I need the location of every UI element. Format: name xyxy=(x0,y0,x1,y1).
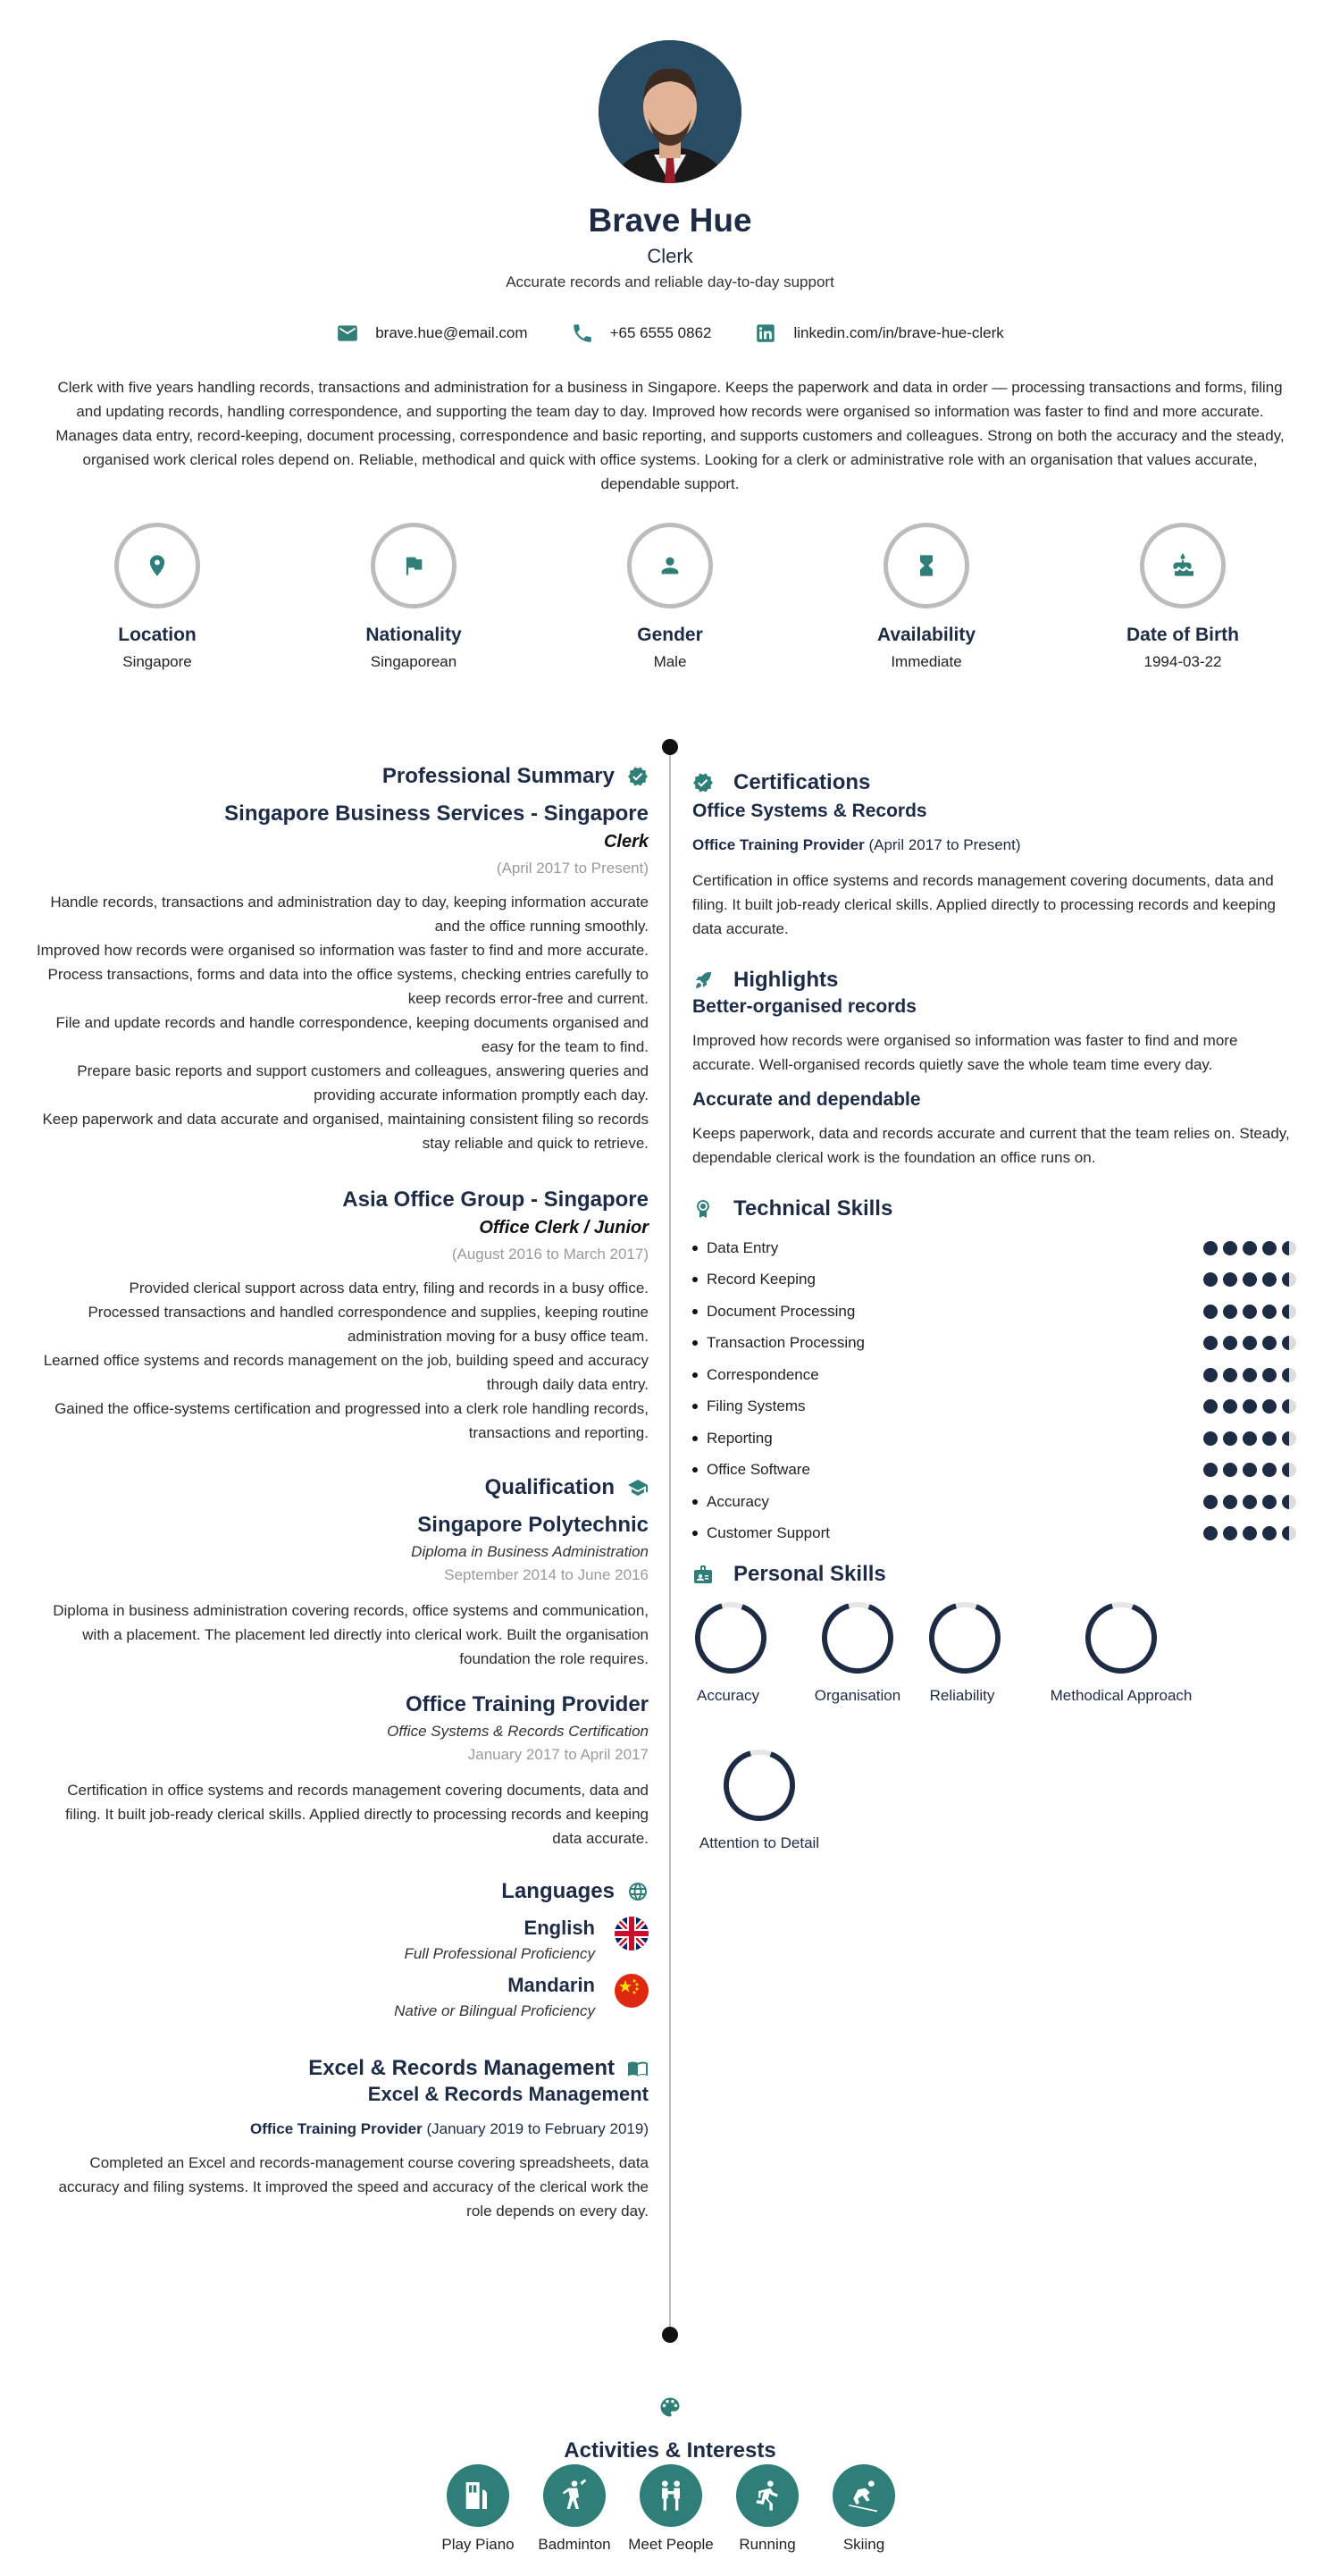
skill-ring-gauge xyxy=(819,1599,896,1676)
job-title: Clerk xyxy=(647,245,693,267)
language-name: English xyxy=(523,1917,595,1939)
rating-dot xyxy=(1223,1399,1237,1414)
skill-rating xyxy=(1203,1368,1300,1382)
rating-dot xyxy=(1223,1305,1237,1319)
rating-dot xyxy=(1203,1399,1218,1414)
rating-dot xyxy=(1262,1305,1277,1319)
qualification-degree: Office Systems & Records Certification xyxy=(387,1723,649,1740)
linkedin-text: linkedin.com/in/brave-hue-clerk xyxy=(793,324,1004,341)
candidate-name: Brave Hue xyxy=(588,202,752,239)
personal-skill-name: Attention to Detail xyxy=(699,1834,820,1851)
info-availability xyxy=(837,523,1016,671)
email-text: brave.hue@email.com xyxy=(375,324,528,341)
rating-dot xyxy=(1282,1368,1296,1382)
qualification-heading: Qualification xyxy=(36,1475,649,1500)
job-bullet: Process transactions, forms and data into the office systems, checking entries carefully to keep records error-free and current. xyxy=(47,966,649,1007)
rating-dot xyxy=(1282,1399,1296,1414)
course-provider-line xyxy=(36,2120,649,2138)
contact-phone[interactable] xyxy=(571,322,712,345)
job-bullet: Provided clerical support across data entry, filing and records in a busy office. xyxy=(129,1280,649,1296)
activity-item xyxy=(530,2464,619,2555)
skill-rating xyxy=(1203,1431,1300,1446)
rating-dot xyxy=(1282,1463,1296,1477)
personal-skill-name: Reliability xyxy=(929,1687,995,1704)
skill-rating xyxy=(1203,1305,1300,1319)
personal-skills-grid xyxy=(692,1599,1300,1876)
rating-dot xyxy=(1282,1241,1296,1255)
activity-item xyxy=(723,2464,812,2555)
rating-dot xyxy=(1203,1272,1218,1287)
rating-dot xyxy=(1203,1305,1218,1319)
highlight-title: Better-organised records xyxy=(692,996,917,1017)
rating-dot xyxy=(1243,1399,1257,1414)
rating-dot xyxy=(1223,1272,1237,1287)
job-dates: (April 2017 to Present) xyxy=(496,860,649,877)
job-dates: (August 2016 to March 2017) xyxy=(451,1246,649,1263)
rating-dot xyxy=(1243,1495,1257,1509)
profile-photo xyxy=(599,40,741,183)
info-value: 1994-03-22 xyxy=(1143,653,1222,670)
personal-skill-name: Organisation xyxy=(814,1687,901,1704)
flag-icon xyxy=(401,553,426,578)
personal-skill-item xyxy=(692,1599,764,1705)
info-label: Gender xyxy=(637,625,703,645)
personal-skill-name: Methodical Approach xyxy=(1050,1687,1193,1704)
award-ribbon-icon xyxy=(692,1198,714,1220)
highlights-heading: Highlights xyxy=(692,968,1300,993)
course-text: Completed an Excel and records-management course covering spreadsheets, data accuracy and filing systems. It improved the speed and accuracy of the clerical work the role depends on every day. xyxy=(58,2154,649,2219)
contact-linkedin[interactable] xyxy=(754,322,1003,345)
rating-dot xyxy=(1243,1305,1257,1319)
right-column xyxy=(692,764,1300,1876)
info-value: Singapore xyxy=(122,653,192,670)
info-label: Nationality xyxy=(365,625,462,645)
rating-dot xyxy=(1282,1495,1296,1509)
rating-dot xyxy=(1262,1399,1277,1414)
courses-heading: Excel & Records Management xyxy=(36,2056,649,2081)
info-value: Singaporean xyxy=(370,653,457,670)
rocket-icon xyxy=(692,969,714,991)
technical-skill-row xyxy=(692,1486,1300,1518)
email-icon xyxy=(336,322,359,345)
job-bullet: Learned office systems and records management on the job, building speed and accuracy through daily data entry. xyxy=(43,1352,649,1393)
qualification-dates: January 2017 to April 2017 xyxy=(467,1746,649,1763)
rating-dot xyxy=(1262,1431,1277,1446)
technical-skill-name: Document Processing xyxy=(692,1303,855,1321)
rating-dot xyxy=(1223,1368,1237,1382)
skill-rating xyxy=(1203,1399,1300,1414)
activity-label: Running xyxy=(739,2536,796,2553)
technical-skill-row xyxy=(692,1232,1300,1264)
info-gender xyxy=(581,523,759,671)
rating-dot xyxy=(1243,1431,1257,1446)
skill-rating xyxy=(1203,1272,1300,1287)
phone-icon xyxy=(571,322,594,345)
contact-bar xyxy=(0,322,1340,345)
technical-skills-heading: Technical Skills xyxy=(692,1196,1300,1221)
qualification-org: Office Training Provider xyxy=(405,1692,649,1716)
activity-item xyxy=(626,2464,716,2555)
rating-dot xyxy=(1262,1463,1277,1477)
skill-rating xyxy=(1203,1495,1300,1509)
rating-dot xyxy=(1223,1336,1237,1350)
rating-dot xyxy=(1282,1272,1296,1287)
activity-label: Skiing xyxy=(842,2536,885,2553)
left-column xyxy=(36,764,649,2223)
technical-skill-name: Reporting xyxy=(692,1430,773,1447)
activity-label: Meet People xyxy=(628,2536,714,2553)
qualification-text: Certification in office systems and records management covering documents, data and filing. It built job-ready clerical skills. Applied directly to processing records and keeping data accurate. xyxy=(65,1782,649,1847)
uk-flag-icon xyxy=(615,1917,649,1951)
rating-dot xyxy=(1203,1241,1218,1255)
technical-skill-row xyxy=(692,1359,1300,1391)
rating-dot xyxy=(1262,1272,1277,1287)
highlight-title: Accurate and dependable xyxy=(692,1089,921,1110)
skill-rating xyxy=(1203,1241,1300,1255)
qualification-entry xyxy=(36,1513,649,1671)
technical-skill-name: Filing Systems xyxy=(692,1397,806,1415)
technical-skill-name: Customer Support xyxy=(692,1524,830,1542)
highlight-text: Improved how records were organised so information was faster to find and more accurate. Well-organised records quietly save the whole team time every day. xyxy=(692,1032,1238,1073)
rating-dot xyxy=(1203,1526,1218,1540)
skill-rating xyxy=(1203,1336,1300,1350)
activities-heading: Activities & Interests xyxy=(564,2438,776,2463)
graduation-cap-icon xyxy=(627,1477,649,1498)
personal-skill-item xyxy=(1036,1599,1206,1705)
rating-dot xyxy=(1262,1336,1277,1350)
palette-icon xyxy=(657,2395,683,2420)
timeline-dot-top xyxy=(662,739,678,755)
location-icon xyxy=(145,553,170,578)
technical-skill-name: Correspondence xyxy=(692,1366,819,1384)
certifications-heading: Certifications xyxy=(692,770,1300,795)
language-level: Full Professional Proficiency xyxy=(404,1945,595,1962)
phone-text: +65 6555 0862 xyxy=(609,324,712,341)
personal-skills-heading: Personal Skills xyxy=(692,1562,1300,1587)
qualification-text: Diploma in business administration covering records, office systems and communication, with a placement. The placement led directly into clerical work. Built the organisation foundation the role requires. xyxy=(53,1602,649,1667)
timeline-dot-bottom xyxy=(662,2327,678,2343)
language-level: Native or Bilingual Proficiency xyxy=(394,2002,595,2019)
language-name: Mandarin xyxy=(507,1974,595,1996)
job-role: Office Clerk / Junior xyxy=(479,1218,649,1238)
rating-dot xyxy=(1243,1272,1257,1287)
technical-skill-name: Accuracy xyxy=(692,1493,769,1511)
rating-dot xyxy=(1243,1336,1257,1350)
activity-item xyxy=(433,2464,523,2555)
job-entry xyxy=(36,1187,649,1445)
technical-skill-row xyxy=(692,1518,1300,1550)
rating-dot xyxy=(1243,1463,1257,1477)
info-label: Location xyxy=(118,625,197,645)
rating-dot xyxy=(1223,1495,1237,1509)
verified-badge-icon xyxy=(692,772,714,793)
rating-dot xyxy=(1223,1463,1237,1477)
cake-icon xyxy=(1170,553,1195,578)
qualification-org: Singapore Polytechnic xyxy=(417,1513,649,1537)
rating-dot xyxy=(1243,1368,1257,1382)
meet-people-icon xyxy=(653,2478,689,2513)
technical-skill-row xyxy=(692,1422,1300,1455)
rating-dot xyxy=(1223,1241,1237,1255)
course-dates: (January 2019 to February 2019) xyxy=(422,2120,649,2137)
skill-ring-gauge xyxy=(926,1599,1003,1676)
rating-dot xyxy=(1203,1336,1218,1350)
job-bullet: Improved how records were organised so information was faster to find and more accurate. xyxy=(36,942,649,959)
skill-ring-gauge xyxy=(692,1599,769,1676)
hourglass-icon xyxy=(914,553,939,578)
book-icon xyxy=(627,2058,649,2079)
skill-ring-gauge xyxy=(721,1747,798,1824)
job-bullet: Gained the office-systems certification and progressed into a clerk role handling records, transactions and reporting. xyxy=(54,1400,649,1441)
personal-skill-item xyxy=(808,1599,907,1705)
rating-dot xyxy=(1282,1305,1296,1319)
qualification-entry xyxy=(36,1692,649,1850)
languages-heading: Languages xyxy=(36,1879,649,1904)
course-title: Excel & Records Management xyxy=(367,2083,649,2105)
info-value: Male xyxy=(653,653,687,670)
language-item xyxy=(36,1917,649,1963)
job-bullet: Processed transactions and handled correspondence and supplies, keeping routine administration moving for a busy office team. xyxy=(88,1304,649,1345)
qualification-dates: September 2014 to June 2016 xyxy=(444,1566,649,1583)
activity-label: Play Piano xyxy=(441,2536,515,2553)
activity-label: Badminton xyxy=(538,2536,611,2553)
technical-skill-row xyxy=(692,1391,1300,1423)
technical-skill-name: Office Software xyxy=(692,1461,810,1479)
qualification-degree: Diploma in Business Administration xyxy=(411,1543,649,1560)
contact-email[interactable] xyxy=(336,322,527,345)
info-label: Date of Birth xyxy=(1126,625,1239,645)
rating-dot xyxy=(1203,1431,1218,1446)
rating-dot xyxy=(1262,1495,1277,1509)
personal-skill-item xyxy=(692,1747,826,1852)
technical-skill-row xyxy=(692,1296,1300,1328)
info-value: Immediate xyxy=(891,653,962,670)
job-org: Asia Office Group - Singapore xyxy=(342,1187,649,1212)
verified-badge-icon xyxy=(627,766,649,787)
info-nationality xyxy=(324,523,503,671)
info-dob xyxy=(1093,523,1272,671)
skill-rating xyxy=(1203,1463,1300,1477)
technical-skill-name: Data Entry xyxy=(692,1239,778,1257)
rating-dot xyxy=(1282,1431,1296,1446)
rating-dot xyxy=(1223,1526,1237,1540)
technical-skill-name: Transaction Processing xyxy=(692,1334,865,1352)
job-role: Clerk xyxy=(603,832,649,852)
rating-dot xyxy=(1243,1526,1257,1540)
personal-skill-item xyxy=(926,1599,998,1705)
skill-rating xyxy=(1203,1526,1300,1540)
info-location xyxy=(68,523,247,671)
rating-dot xyxy=(1203,1368,1218,1382)
rating-dot xyxy=(1203,1495,1218,1509)
experience-heading: Professional Summary xyxy=(36,764,649,789)
rating-dot xyxy=(1203,1463,1218,1477)
technical-skill-row xyxy=(692,1328,1300,1360)
technical-skills-list xyxy=(692,1232,1300,1549)
globe-icon xyxy=(627,1881,649,1902)
rating-dot xyxy=(1262,1368,1277,1382)
timeline-line xyxy=(669,747,671,2334)
rating-dot xyxy=(1262,1241,1277,1255)
job-org: Singapore Business Services - Singapore xyxy=(224,801,649,826)
job-bullet: Handle records, transactions and administration day to day, keeping information accurate and the office running smoothly. xyxy=(50,894,649,935)
course-provider: Office Training Provider xyxy=(250,2120,423,2137)
language-item xyxy=(36,1974,649,2020)
technical-skill-row xyxy=(692,1264,1300,1296)
rating-dot xyxy=(1262,1526,1277,1540)
certification-title: Office Systems & Records xyxy=(692,801,927,821)
job-bullet: File and update records and handle correspondence, keeping documents organised and easy for the team to find. xyxy=(55,1014,649,1055)
certification-text: Certification in office systems and records management covering documents, data and filing. It built job-ready clerical skills. Applied directly to processing records and keeping data accurate. xyxy=(692,872,1276,937)
skill-ring-gauge xyxy=(1083,1599,1160,1676)
person-icon xyxy=(657,553,683,578)
activity-item xyxy=(819,2464,909,2555)
certification-provider: Office Training Provider xyxy=(692,836,865,853)
profile-summary: Clerk with five years handling records, transactions and administration for a business in Singapore. Keeps the paperwork and data in order — processing transactions and forms, filing and updating records, handling correspondence, and supporting the team day to day. Improved how records were organised so information was faster to find and more accurate. Manages data entry, record-keeping, document processing, correspondence and basic reporting, and supports customers and colleagues. Strong on both the accuracy and the steady, organised work clerical roles depend on. Reliable, methodical and quick with office systems. Looking for a clerk or administrative role with an organisation that values accurate, dependable support. xyxy=(55,379,1285,492)
running-icon xyxy=(750,2478,785,2513)
technical-skill-row xyxy=(692,1455,1300,1487)
rating-dot xyxy=(1282,1336,1296,1350)
job-entry xyxy=(36,801,649,1155)
highlight-text: Keeps paperwork, data and records accurate and current that the team relies on. Steady, dependable clerical work is the foundation an office runs on. xyxy=(692,1125,1290,1166)
technical-skill-name: Record Keeping xyxy=(692,1271,816,1288)
personal-skill-name: Accuracy xyxy=(697,1687,759,1704)
certification-dates: (April 2017 to Present) xyxy=(864,836,1021,853)
rating-dot xyxy=(1282,1526,1296,1540)
china-flag-icon xyxy=(615,1974,649,2008)
certification-provider-line xyxy=(692,836,1300,854)
badminton-icon xyxy=(557,2478,592,2513)
rating-dot xyxy=(1243,1241,1257,1255)
linkedin-icon xyxy=(754,322,777,345)
rating-dot xyxy=(1223,1431,1237,1446)
skiing-icon xyxy=(846,2478,882,2513)
job-bullet: Keep paperwork and data accurate and organised, maintaining consistent filing so records stay reliable and quick to retrieve. xyxy=(42,1111,649,1152)
id-badge-icon xyxy=(692,1564,714,1585)
info-label: Availability xyxy=(876,625,976,645)
tagline: Accurate records and reliable day-to-day support xyxy=(506,273,834,290)
job-bullet: Prepare basic reports and support customers and colleagues, answering queries and providing accurate information promptly each day. xyxy=(77,1062,649,1103)
activities-section xyxy=(0,2395,1340,2553)
piano-icon xyxy=(460,2478,496,2513)
